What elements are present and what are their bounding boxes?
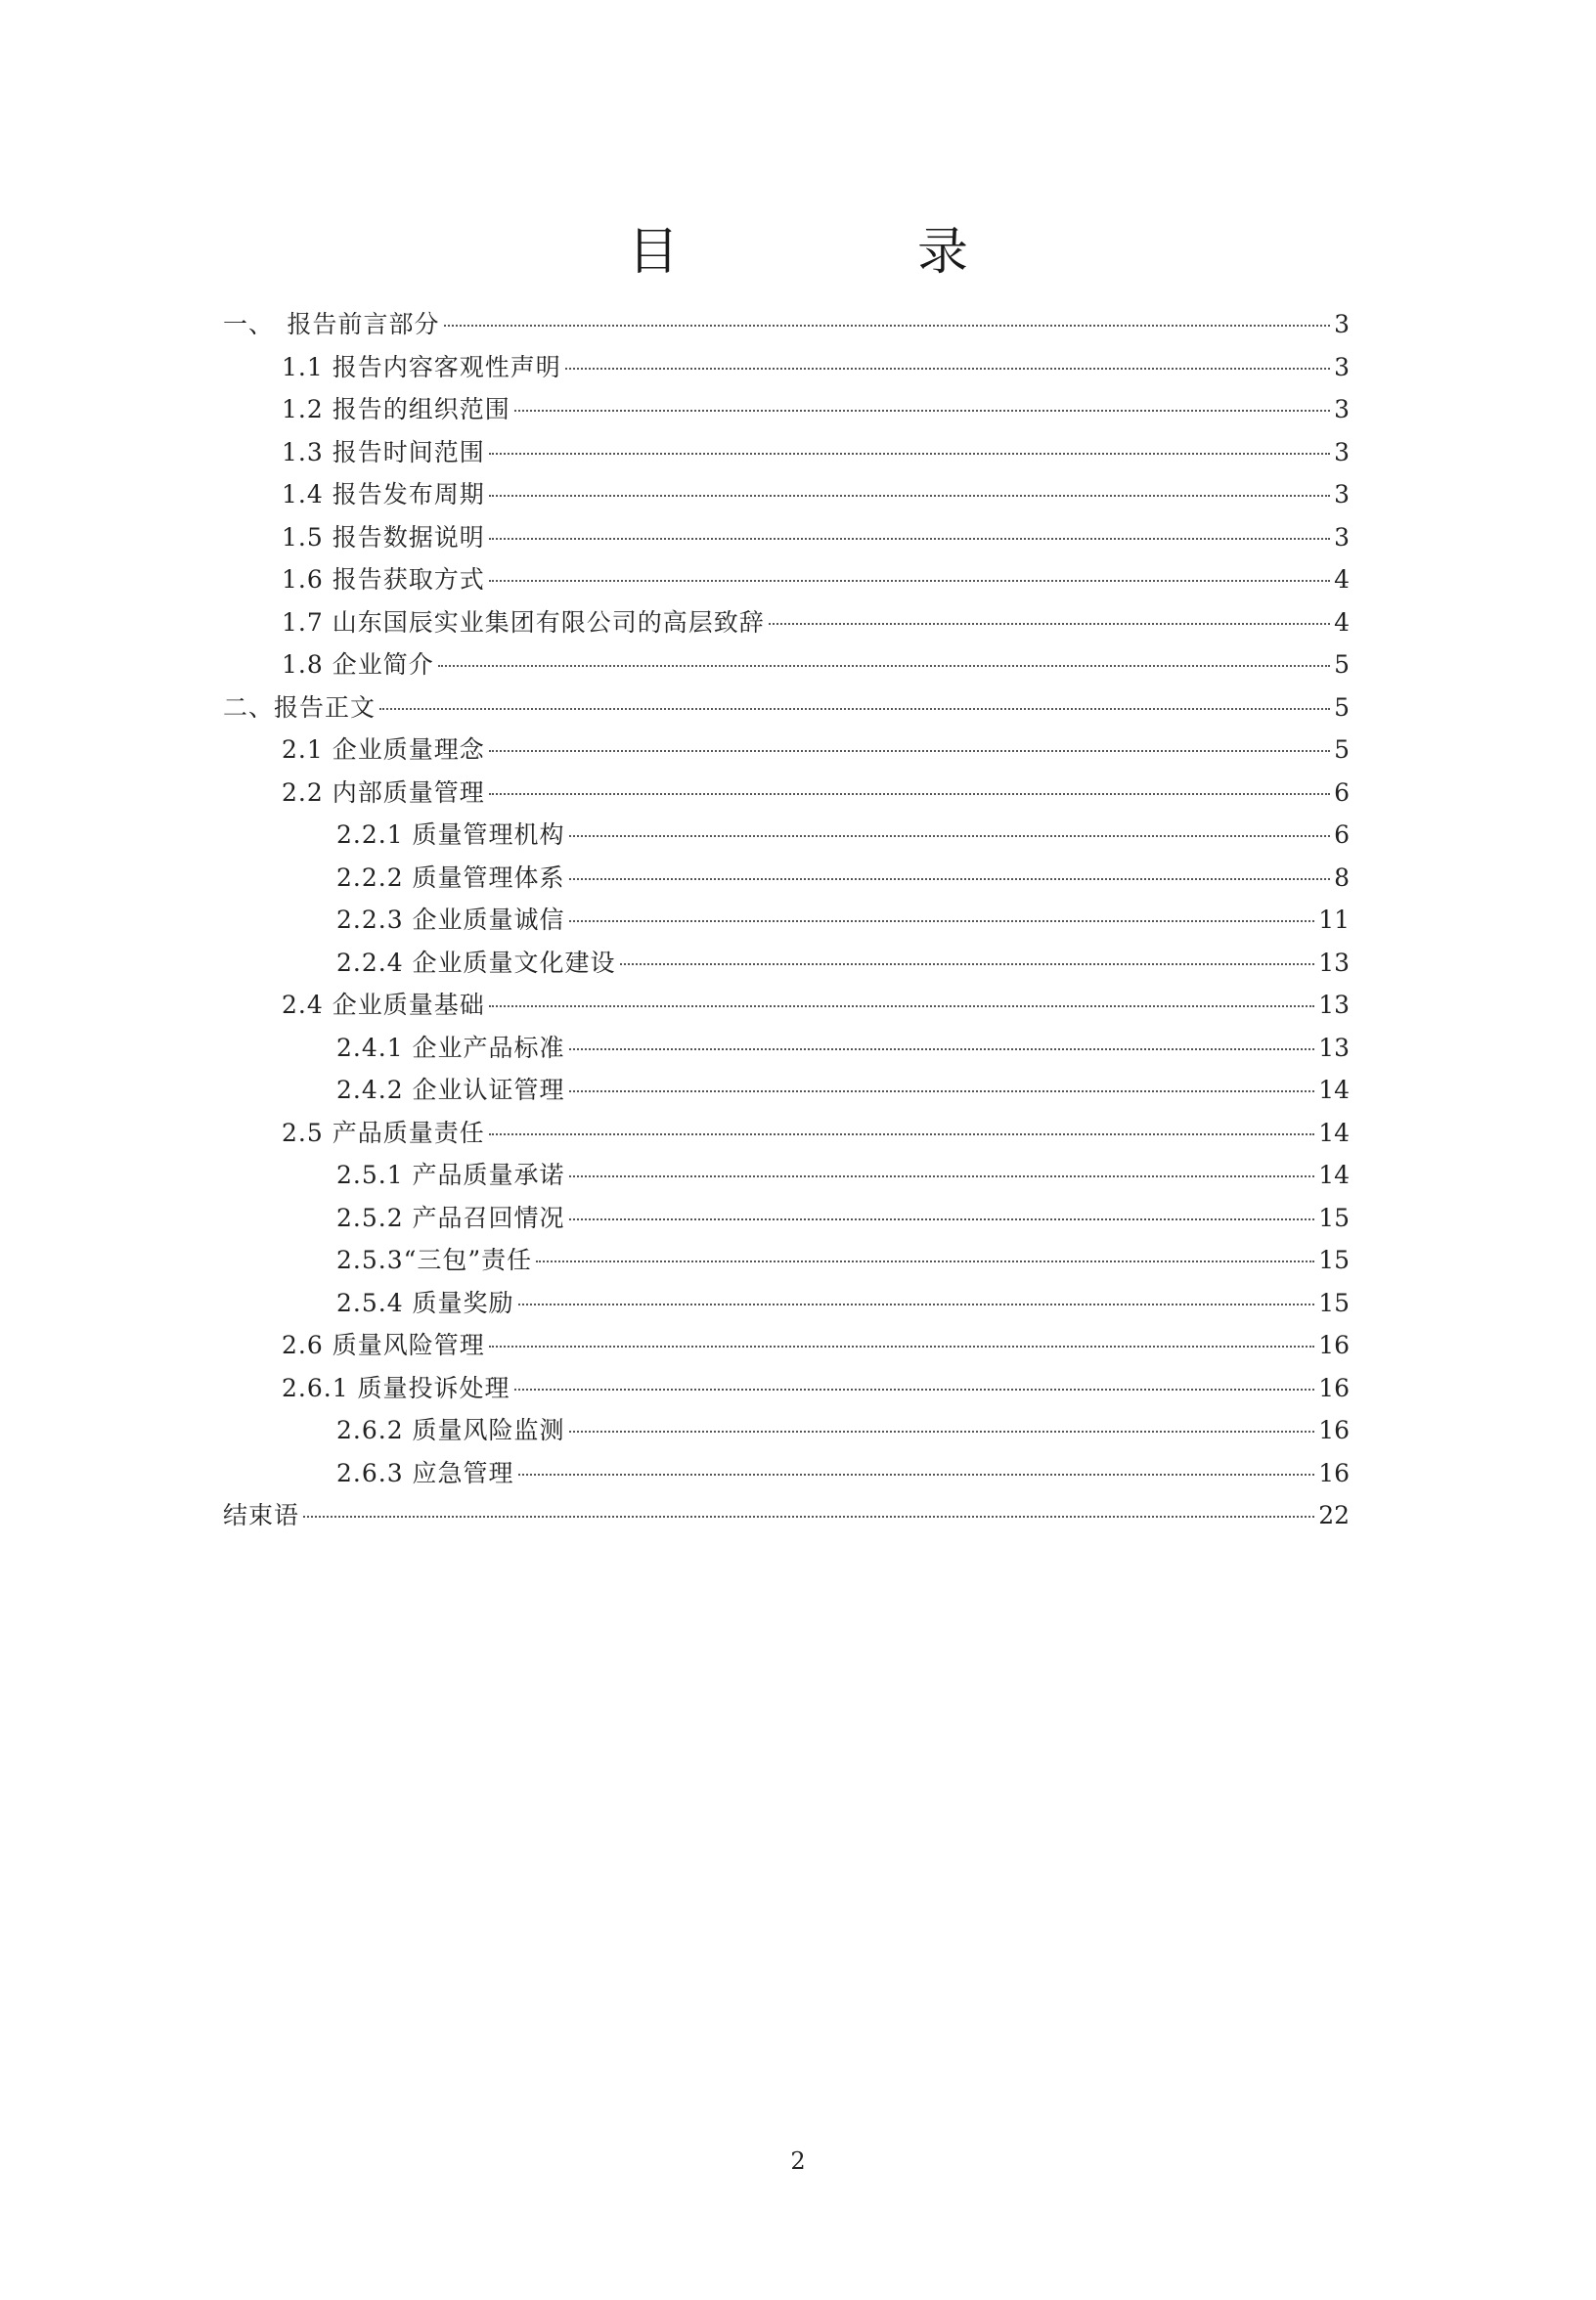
toc-entry-label: 2.5.2 产品召回情况 [336, 1203, 565, 1232]
toc-entry-page: 15 [1318, 1246, 1350, 1274]
toc-entry-page: 16 [1318, 1458, 1350, 1487]
toc-entry-label: 2.2 内部质量管理 [282, 777, 485, 807]
toc-leader-dots [489, 1005, 1314, 1007]
toc-entry-page: 13 [1318, 948, 1350, 977]
toc-entry [223, 1154, 1350, 1197]
toc-leader-dots [536, 1261, 1314, 1262]
toc-entry-page: 13 [1318, 1033, 1350, 1062]
toc-leader-dots [514, 1389, 1315, 1391]
toc-entry [223, 388, 1350, 431]
toc-entry-page: 15 [1318, 1203, 1350, 1232]
toc-leader-dots [489, 538, 1330, 540]
toc-entry [223, 643, 1350, 686]
toc-entry-page: 16 [1318, 1331, 1350, 1359]
toc-leader-dots [518, 1474, 1315, 1476]
toc-entry [223, 1452, 1350, 1495]
toc-entry-label: 1.6 报告获取方式 [282, 565, 485, 594]
toc-leader-dots [565, 368, 1330, 370]
toc-entry-page: 3 [1334, 522, 1350, 552]
toc-leader-dots [569, 920, 1315, 922]
toc-entry [223, 772, 1350, 815]
toc-entry-page: 5 [1334, 735, 1350, 764]
toc-entry-page: 3 [1334, 437, 1350, 466]
table-of-contents [223, 303, 1350, 1537]
toc-leader-dots [444, 325, 1331, 327]
toc-entry-label: 2.6.1 质量投诉处理 [282, 1373, 510, 1402]
toc-entry [223, 431, 1350, 474]
toc-leader-dots [489, 453, 1330, 455]
toc-entry [223, 729, 1350, 772]
toc-entry [223, 1197, 1350, 1240]
toc-entry-page: 3 [1334, 310, 1350, 338]
toc-entry [223, 346, 1350, 389]
toc-leader-dots [569, 1048, 1315, 1050]
toc-entry-label: 2.5.4 质量奖励 [336, 1288, 514, 1317]
toc-entry [223, 473, 1350, 516]
toc-entry-label: 1.2 报告的组织范围 [282, 395, 510, 423]
toc-entry-label: 1.8 企业简介 [282, 650, 434, 679]
toc-entry-page: 14 [1318, 1118, 1350, 1147]
toc-leader-dots [489, 793, 1330, 795]
toc-entry-page: 13 [1318, 991, 1350, 1019]
toc-entry-page: 16 [1318, 1416, 1350, 1444]
toc-entry [223, 1367, 1350, 1410]
toc-entry-label: 2.6.2 质量风险监测 [336, 1416, 565, 1444]
toc-leader-dots [489, 1133, 1314, 1135]
toc-entry-label: 结束语 [223, 1501, 300, 1529]
toc-entry-page: 11 [1318, 906, 1350, 934]
toc-leader-dots [489, 1346, 1314, 1348]
toc-entry [223, 1239, 1350, 1282]
toc-entry-label: 2.6.3 应急管理 [336, 1458, 514, 1487]
toc-entry-page: 5 [1334, 650, 1350, 679]
toc-entry-label: 1.4 报告发布周期 [282, 480, 485, 509]
toc-entry [223, 899, 1350, 942]
toc-entry [223, 984, 1350, 1027]
toc-entry-page: 16 [1318, 1373, 1350, 1402]
toc-leader-dots [769, 623, 1330, 625]
toc-leader-dots [569, 1090, 1315, 1092]
toc-leader-dots [518, 1304, 1315, 1305]
toc-entry-label: 2.4.2 企业认证管理 [336, 1076, 565, 1104]
toc-entry-label: 2.2.1 质量管理机构 [336, 820, 565, 849]
toc-leader-dots [514, 410, 1330, 412]
toc-entry-label: 1.1 报告内容客观性声明 [282, 352, 561, 381]
toc-title: 目 录 [627, 223, 1062, 282]
toc-entry [223, 1027, 1350, 1070]
toc-leader-dots [379, 708, 1330, 710]
toc-leader-dots [303, 1516, 1314, 1518]
toc-entry-page: 8 [1334, 862, 1350, 892]
toc-entry-label: 1.5 报告数据说明 [282, 522, 485, 552]
toc-entry [223, 1324, 1350, 1367]
toc-leader-dots [620, 963, 1315, 965]
toc-entry-label: 2.4 企业质量基础 [282, 991, 485, 1019]
toc-leader-dots [569, 835, 1331, 837]
toc-entry [223, 1282, 1350, 1325]
toc-entry-label: 2.2.2 质量管理体系 [336, 862, 565, 892]
toc-entry-page: 3 [1334, 480, 1350, 509]
toc-entry [223, 516, 1350, 559]
toc-entry-page: 14 [1318, 1161, 1350, 1189]
toc-entry [223, 1112, 1350, 1155]
toc-entry [223, 814, 1350, 857]
toc-entry-label: 2.2.4 企业质量文化建设 [336, 948, 616, 977]
toc-entry-label: 2.5.1 产品质量承诺 [336, 1161, 565, 1189]
toc-entry-label: 2.5 产品质量责任 [282, 1118, 485, 1147]
toc-entry [223, 1494, 1350, 1537]
toc-entry-label: 二、报告正文 [223, 692, 377, 722]
toc-leader-dots [489, 580, 1330, 582]
toc-leader-dots [489, 750, 1330, 752]
toc-entry-page: 14 [1318, 1076, 1350, 1104]
toc-entry [223, 686, 1350, 730]
toc-leader-dots [569, 878, 1331, 880]
toc-entry-page: 3 [1334, 395, 1350, 423]
toc-leader-dots [569, 1218, 1315, 1220]
toc-entry [223, 942, 1350, 985]
toc-entry [223, 1069, 1350, 1112]
toc-entry-label: 1.7 山东国辰实业集团有限公司的高层致辞 [282, 607, 765, 637]
toc-entry-page: 6 [1334, 820, 1350, 849]
toc-entry-label: 2.1 企业质量理念 [282, 735, 485, 764]
toc-entry [223, 558, 1350, 601]
toc-entry-page: 4 [1334, 565, 1350, 594]
toc-entry [223, 1409, 1350, 1452]
toc-entry-page: 4 [1334, 607, 1350, 637]
toc-entry-label: 2.4.1 企业产品标准 [336, 1033, 565, 1062]
toc-entry-page: 3 [1334, 352, 1350, 381]
toc-leader-dots [569, 1431, 1315, 1433]
toc-entry-label: 2.5.3“三包”责任 [336, 1246, 533, 1274]
toc-entry-page: 5 [1334, 692, 1350, 722]
toc-entry-label: 1.3 报告时间范围 [282, 437, 485, 466]
toc-entry-label: 2.2.3 企业质量诚信 [336, 906, 565, 934]
toc-entry [223, 303, 1350, 346]
toc-leader-dots [438, 665, 1330, 667]
toc-leader-dots [569, 1175, 1315, 1177]
toc-entry-page: 6 [1334, 777, 1350, 807]
toc-entry [223, 601, 1350, 644]
toc-entry-label: 一、 报告前言部分 [223, 310, 440, 338]
toc-entry-page: 22 [1318, 1501, 1350, 1529]
toc-entry-label: 2.6 质量风险管理 [282, 1331, 485, 1359]
toc-entry-page: 15 [1318, 1288, 1350, 1317]
toc-leader-dots [489, 495, 1330, 497]
toc-entry [223, 857, 1350, 900]
page-number: 2 [790, 2147, 806, 2175]
